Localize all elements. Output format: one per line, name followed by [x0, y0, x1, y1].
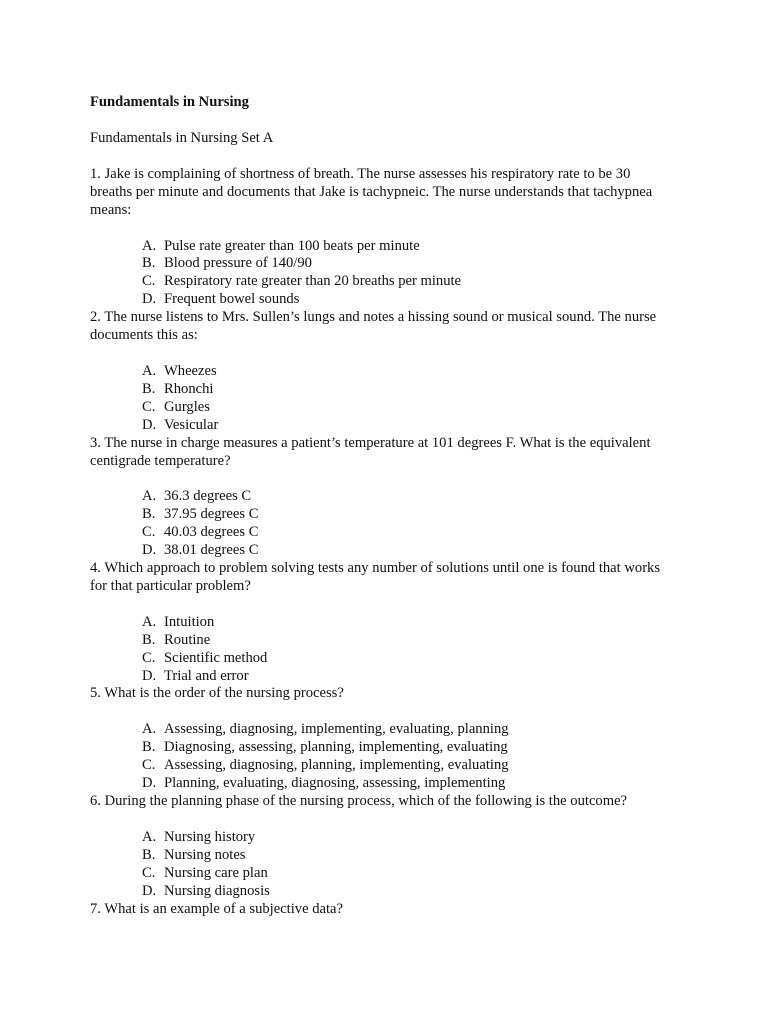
document-subtitle: Fundamentals in Nursing Set A	[90, 129, 274, 146]
option-text: Intuition	[164, 613, 215, 630]
answer-option	[142, 542, 676, 560]
option-letter: C.	[142, 757, 156, 774]
option-text: 37.95 degrees C	[164, 506, 259, 523]
document-content	[90, 94, 676, 918]
answer-option	[142, 524, 676, 542]
option-text: Assessing, diagnosing, planning, implementing, evaluating	[164, 757, 509, 774]
option-text: Respiratory rate greater than 20 breaths per minute	[164, 273, 462, 290]
question-text: 7. What is an example of a subjective data?	[90, 900, 343, 917]
option-text: Frequent bowel sounds	[164, 291, 300, 308]
question-block	[90, 560, 676, 685]
answer-options	[90, 363, 676, 435]
question-block	[90, 166, 676, 309]
option-letter: D.	[142, 416, 157, 433]
question-text: 4. Which approach to problem solving tests any number of solutions until one is found that works for that particular problem?	[90, 560, 661, 594]
answer-option	[142, 883, 676, 901]
option-letter: B.	[142, 739, 156, 756]
option-text: Pulse rate greater than 100 beats per minute	[164, 237, 420, 254]
question-text: 2. The nurse listens to Mrs. Sullen’s lungs and notes a hissing sound or musical sound. The nurse documents this as:	[90, 309, 657, 344]
question-block	[90, 685, 676, 793]
option-letter: B.	[142, 631, 156, 648]
option-letter: D.	[142, 291, 157, 308]
answer-option	[142, 775, 676, 793]
document-title: Fundamentals in Nursing	[90, 94, 249, 110]
option-text: Nursing diagnosis	[164, 882, 270, 899]
answer-option	[142, 847, 676, 865]
option-letter: A.	[142, 488, 157, 505]
answer-option	[142, 829, 676, 847]
question-text: 1. Jake is complaining of shortness of breath. The nurse assesses his respiratory rate to be 30 breaths per minute and documents that Jake is tachypneic. The nurse understands that tachypnea means:	[90, 165, 653, 218]
question-text: 6. During the planning phase of the nursing process, which of the following is the outcome?	[90, 793, 628, 809]
answer-option	[142, 614, 676, 632]
option-letter: C.	[142, 649, 156, 666]
answer-option	[142, 488, 676, 506]
option-text: 36.3 degrees C	[164, 488, 252, 505]
option-text: Rhonchi	[164, 380, 214, 397]
option-letter: C.	[142, 398, 156, 415]
option-text: Nursing history	[164, 828, 256, 845]
option-text: Wheezes	[164, 362, 217, 379]
answer-option	[142, 757, 676, 775]
option-letter: D.	[142, 542, 157, 559]
option-text: Vesicular	[164, 416, 219, 433]
option-text: Routine	[164, 631, 211, 648]
question-block	[90, 901, 676, 919]
option-letter: B.	[142, 846, 156, 863]
option-letter: A.	[142, 721, 157, 738]
option-text: Assessing, diagnosing, implementing, evaluating, planning	[164, 721, 509, 738]
answer-option	[142, 668, 676, 686]
option-letter: C.	[142, 524, 156, 541]
answer-options	[90, 488, 676, 560]
answer-option	[142, 381, 676, 399]
option-letter: C.	[142, 864, 156, 881]
option-letter: B.	[142, 255, 156, 272]
option-letter: B.	[142, 506, 156, 523]
answer-option	[142, 363, 676, 381]
option-text: Blood pressure of 140/90	[164, 255, 312, 272]
option-text: Diagnosing, assessing, planning, implementing, evaluating	[164, 739, 508, 756]
option-letter: A.	[142, 237, 157, 254]
question-block	[90, 435, 676, 560]
answer-option	[142, 417, 676, 435]
answer-option	[142, 721, 676, 739]
option-text: Planning, evaluating, diagnosing, assessing, implementing	[164, 775, 506, 792]
option-letter: B.	[142, 380, 156, 397]
answer-option	[142, 291, 676, 309]
option-text: Gurgles	[164, 398, 210, 415]
answer-option	[142, 399, 676, 417]
option-letter: A.	[142, 613, 157, 630]
option-letter: D.	[142, 667, 157, 684]
answer-options	[90, 614, 676, 686]
option-letter: C.	[142, 273, 156, 290]
option-text: 38.01 degrees C	[164, 542, 259, 559]
option-letter: A.	[142, 362, 157, 379]
option-text: 40.03 degrees C	[164, 524, 259, 541]
option-text: Trial and error	[164, 667, 249, 684]
answer-options	[90, 721, 676, 793]
option-text: Nursing notes	[164, 846, 246, 863]
answer-options	[90, 829, 676, 901]
option-letter: D.	[142, 882, 157, 899]
answer-option	[142, 650, 676, 668]
option-text: Nursing care plan	[164, 864, 268, 881]
question-list	[90, 166, 676, 919]
option-letter: A.	[142, 828, 157, 845]
option-letter: D.	[142, 775, 157, 792]
answer-option	[142, 506, 676, 524]
option-text: Scientific method	[164, 649, 268, 666]
answer-option	[142, 632, 676, 650]
answer-option	[142, 865, 676, 883]
question-block	[90, 309, 676, 434]
question-block	[90, 793, 676, 901]
answer-option	[142, 255, 676, 273]
answer-options	[90, 238, 676, 310]
answer-option	[142, 273, 676, 291]
question-text: 3. The nurse in charge measures a patient’s temperature at 101 degrees F. What is the equivalent centigrade temperature?	[90, 434, 651, 469]
question-text: 5. What is the order of the nursing process?	[90, 685, 344, 702]
answer-option	[142, 238, 676, 256]
answer-option	[142, 739, 676, 757]
